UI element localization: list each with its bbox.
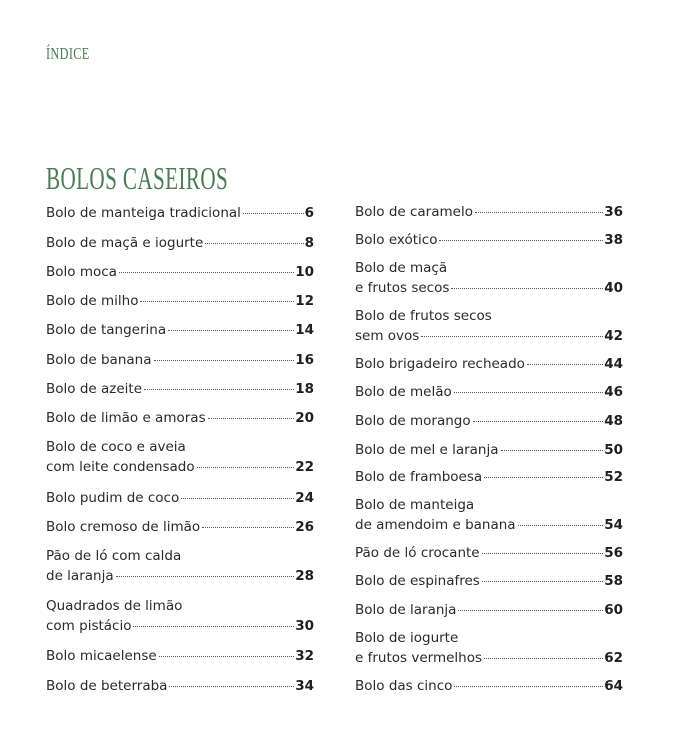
toc-page-number: 50 [604,442,623,458]
toc-page-number: 16 [295,352,314,368]
toc-page-number: 18 [295,381,314,397]
toc-entry[interactable] [46,676,314,696]
toc-entry-title: Bolo moca [46,264,117,280]
toc-page-number: 46 [604,384,623,400]
toc-page-number: 26 [295,519,314,535]
toc-entry[interactable] [46,291,314,311]
toc-entry[interactable] [355,202,623,222]
toc-entry-title: Bolo de espinafres [355,573,480,589]
toc-entry-title: Bolo de caramelo [355,204,473,220]
toc-page-number: 48 [604,413,623,429]
toc-entry-title: Bolo de frutos secos [355,308,492,324]
toc-entry-title: com leite condensado [46,459,195,475]
toc-entry[interactable] [46,320,314,340]
toc-entry-title: Bolo de iogurte [355,630,459,646]
dot-leader [208,418,295,419]
toc-page-number: 44 [604,356,623,372]
dot-leader [205,243,303,244]
toc-entry-title: e frutos vermelhos [355,650,482,666]
toc-entry-title: Bolo de manteiga tradicional [46,205,241,221]
dot-leader [527,364,603,365]
toc-page-number: 56 [604,545,623,561]
toc-entry-title: Bolo de milho [46,293,139,309]
dot-leader [454,392,603,393]
toc-page-number: 38 [604,232,623,248]
dot-leader [421,336,603,337]
toc-page-number: 10 [295,264,314,280]
dot-leader [133,626,294,627]
toc-entry[interactable] [46,379,314,399]
toc-entry-title: Bolo de melão [355,384,452,400]
toc-entry-title: sem ovos [355,328,420,344]
toc-page-number: 42 [604,328,623,344]
dot-leader [482,581,603,582]
toc-entry-title: Bolo de maçã e iogurte [46,235,204,251]
dot-leader [144,389,294,390]
toc-entry[interactable] [355,382,623,402]
dot-leader [159,656,295,657]
toc-entry[interactable] [355,440,623,460]
toc-entry[interactable] [46,437,314,477]
dot-leader [181,498,294,499]
toc-entry-title: Bolo micaelense [46,648,157,664]
dot-leader [484,658,603,659]
toc-entry-title: de laranja [46,568,114,584]
toc-entry-title: Quadrados de limão [46,598,183,614]
toc-entry-title: Bolo de limão e amoras [46,410,206,426]
toc-page-number: 6 [304,205,314,221]
toc-page-number: 34 [295,678,314,694]
dot-leader [439,240,603,241]
toc-page-number: 22 [295,459,314,475]
dot-leader [518,525,604,526]
toc-entry[interactable] [355,628,623,668]
dot-leader [154,360,295,361]
toc-entry[interactable] [46,350,314,370]
toc-page-number: 24 [295,490,314,506]
toc-entry-title: Pão de ló crocante [355,545,480,561]
toc-entry-title: Bolo das cinco [355,678,453,694]
toc-entry[interactable] [46,408,314,428]
toc-entry[interactable] [46,646,314,666]
toc-entry[interactable] [355,354,623,374]
toc-entry-title: Bolo brigadeiro recheado [355,356,525,372]
dot-leader [119,272,294,273]
dot-leader [458,610,603,611]
dot-leader [243,213,304,214]
toc-entry[interactable] [355,600,623,620]
toc-entry-title: e frutos secos [355,280,450,296]
toc-entry[interactable] [355,230,623,250]
toc-page-number: 58 [604,573,623,589]
toc-page-number: 54 [604,517,623,533]
toc-entry[interactable] [355,571,623,591]
toc-entry[interactable] [46,262,314,282]
toc-entry-title: Bolo cremoso de limão [46,519,201,535]
toc-page-number: 64 [604,678,623,694]
toc-page-number: 62 [604,650,623,666]
toc-entry-title: Bolo de manteiga [355,497,475,513]
toc-entry-title: de amendoim e banana [355,517,516,533]
toc-entry-title: Bolo de framboesa [355,469,483,485]
toc-entry-title: Bolo exótico [355,232,438,248]
dot-leader [197,467,295,468]
dot-leader [473,421,604,422]
dot-leader [116,576,295,577]
dot-leader [482,553,604,554]
toc-page-number: 32 [295,648,314,664]
toc-page-number: 60 [604,602,623,618]
dot-leader [202,527,294,528]
toc-page-number: 36 [604,204,623,220]
section-title: BOLOS CASEIROS [46,160,229,196]
toc-entry-title: Bolo de maçã [355,260,448,276]
toc-page-number: 20 [295,410,314,426]
toc-entry-title: com pistácio [46,618,132,634]
toc-entry[interactable] [355,676,623,696]
toc-entry[interactable] [355,258,623,298]
toc-entry-title: Bolo de beterraba [46,678,168,694]
toc-entry-title: Bolo de laranja [355,602,457,618]
toc-entry[interactable] [46,203,314,223]
toc-entry-title: Bolo de morango [355,413,471,429]
toc-entry-title: Pão de ló com calda [46,548,182,564]
toc-entry[interactable] [355,467,623,487]
toc-page-number: 28 [295,568,314,584]
dot-leader [501,450,604,451]
toc-entry-title: Bolo de mel e laranja [355,442,499,458]
dot-leader [475,212,603,213]
toc-entry-title: Bolo de tangerina [46,322,167,338]
toc-entry[interactable] [46,517,314,537]
toc-entry-title: Bolo de banana [46,352,152,368]
toc-entry[interactable] [355,306,623,346]
dot-leader [454,686,603,687]
toc-page-number: 8 [304,235,314,251]
dot-leader [168,330,294,331]
toc-entry[interactable] [46,546,314,586]
dot-leader [484,477,603,478]
toc-page-number: 12 [295,293,314,309]
toc-entry[interactable] [355,495,623,535]
toc-entry-title: Bolo pudim de coco [46,490,180,506]
toc-entry[interactable] [46,488,314,508]
toc-entry[interactable] [46,233,314,253]
toc-page-number: 40 [604,280,623,296]
toc-entry[interactable] [355,543,623,563]
dot-leader [451,288,603,289]
toc-entry-title: Bolo de coco e aveia [46,439,186,455]
index-heading: ÍNDICE [46,44,90,63]
toc-page-number: 14 [295,322,314,338]
dot-leader [140,301,294,302]
toc-entry-title: Bolo de azeite [46,381,143,397]
toc-page-number: 30 [295,618,314,634]
toc-page-number: 52 [604,469,623,485]
toc-entry[interactable] [355,411,623,431]
toc-entry[interactable] [46,596,314,636]
dot-leader [169,686,294,687]
